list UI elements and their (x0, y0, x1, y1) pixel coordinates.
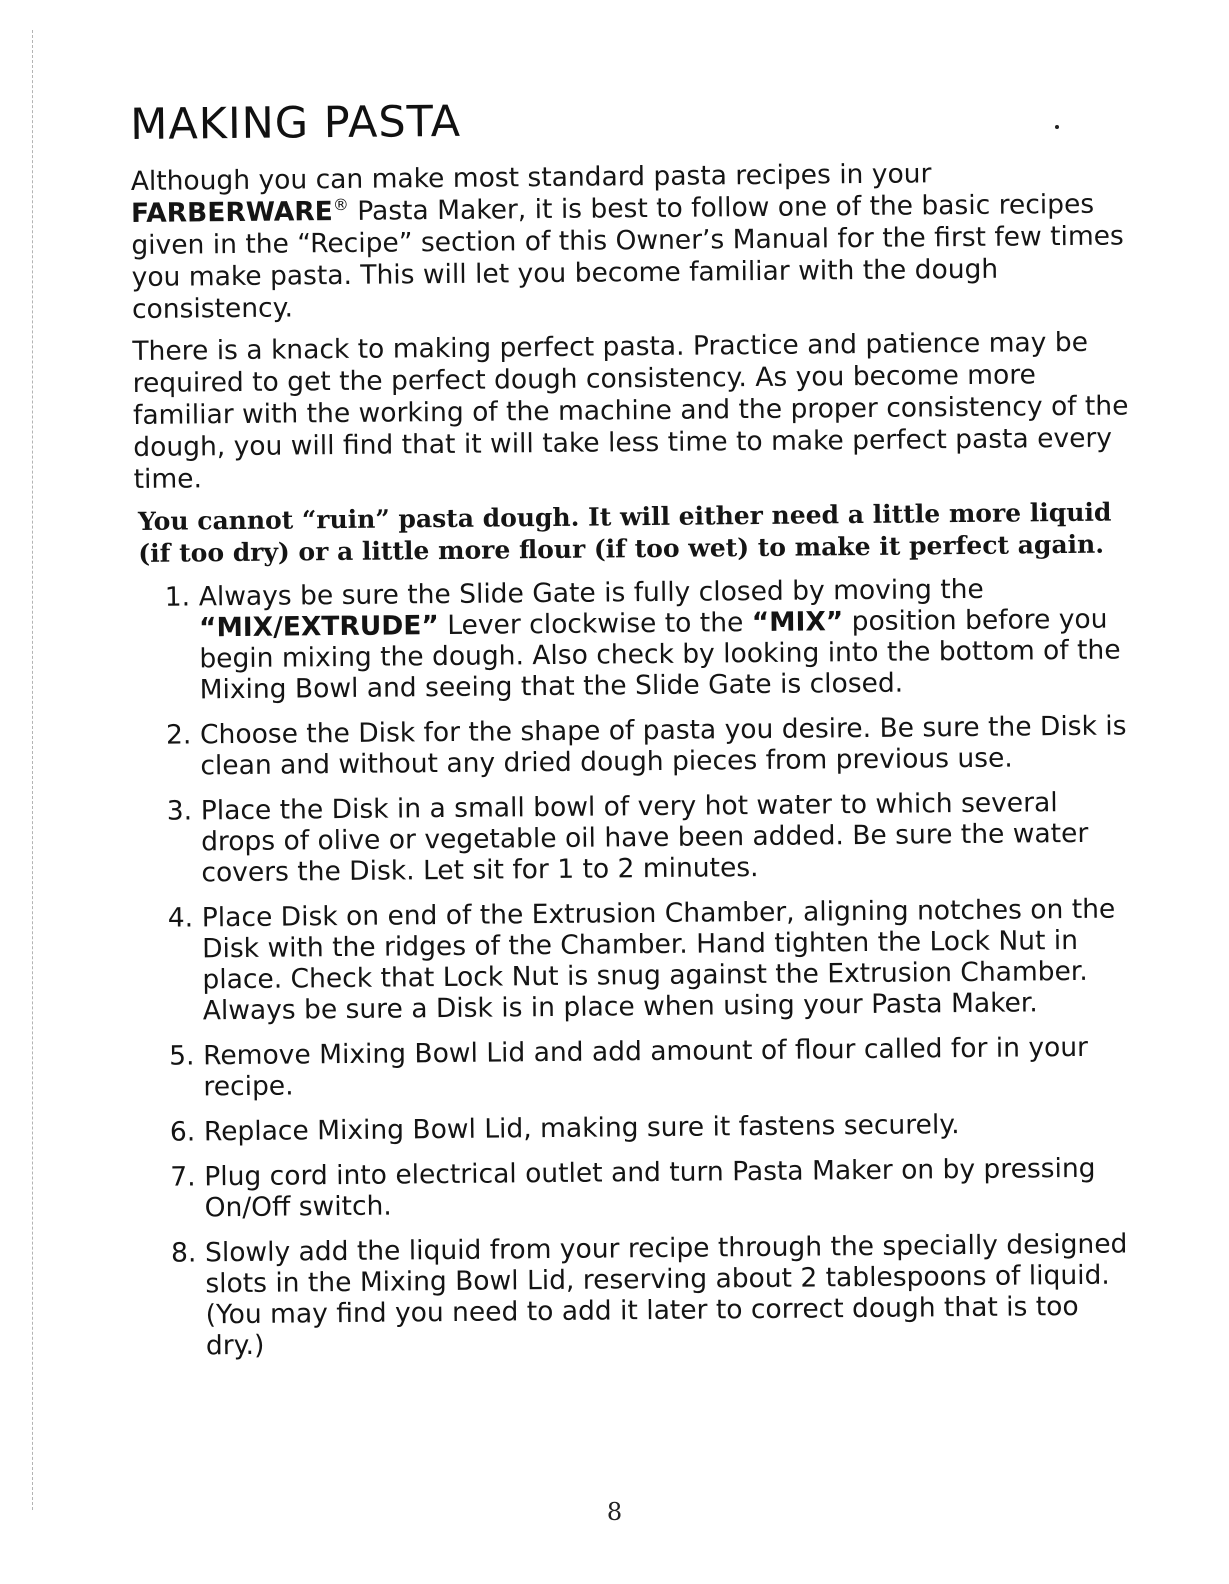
step-text-part: Lever clockwise to the (438, 607, 752, 642)
step-text: Replace Mixing Bowl Lid, making sure it fastens securely. (203, 1109, 960, 1148)
scan-margin-line (32, 30, 33, 1510)
step-number: 5. (169, 1040, 195, 1072)
step-item (140, 1107, 1140, 1148)
step-item (135, 572, 1136, 706)
step-number: 6. (169, 1116, 196, 1148)
step-number: 3. (166, 795, 193, 827)
mix-extrude-label: “MIX/EXTRUDE” (198, 610, 440, 644)
intro-text-end: Pasta Maker, it is best to follow one of the basic recipes given in the “Recipe” section of this Owner’s Manual for the first few times you make pasta. This will let you become familiar with the dough consistency. (131, 188, 1124, 325)
step-item (140, 1152, 1141, 1224)
brand-name: FARBERWARE (130, 196, 333, 229)
step-text-part: position before you begin mixing the dough. Also check by looking into the bottom of the Mixing Bowl and seeing that the Slide Gate is closed. (199, 603, 1121, 706)
step-item (139, 1031, 1140, 1103)
step-item (138, 893, 1139, 1027)
intro-text-start: Although you can make most standard pasta recipes in your (130, 158, 932, 197)
step-number: 2. (165, 719, 192, 751)
step-number: 1. (164, 581, 191, 613)
page-number: 8 (606, 1498, 623, 1526)
manual-page (130, 90, 1142, 1376)
step-text: Remove Mixing Bowl Lid and add amount of flour called for in your recipe. (203, 1031, 1089, 1103)
page-title: MAKING PASTA (130, 96, 462, 150)
knack-paragraph: There is a knack to making perfect pasta. Practice and patience may be required to get the perfect dough consistency. As you become more familiar with the working of the machine and the proper consistency of the dough, you will find that it will take less time to make perfect pasta every time. (132, 326, 1129, 495)
step-item (137, 786, 1138, 889)
registered-mark: ® (332, 195, 349, 215)
step-text: Place Disk on end of the Extrusion Chamber, aligning notches on the Disk with the ridges of the Chamber. Hand tighten the Lock Nut in place. Check that Lock Nut is snug against the Extrusion Chamber. Always be sure a Disk is in place when using your Pasta Maker. (201, 893, 1116, 1027)
steps-list (135, 572, 1142, 1362)
step-text (199, 574, 1121, 706)
mix-label: “MIX” (751, 606, 844, 639)
step-number: 4. (167, 902, 194, 934)
step-text: Choose the Disk for the shape of pasta you desire. Be sure the Disk is clean and without any dried dough pieces from previous use. (199, 710, 1127, 782)
step-number: 7. (170, 1161, 196, 1193)
step-number: 8. (170, 1237, 197, 1269)
step-text: Slowly add the liquid from your recipe through the specially designed slots in the Mixing Bowl Lid, reserving about 2 tablespoons of liquid. (You may find you need to add it later to correct dough that is too dry.) (204, 1228, 1128, 1362)
step-item (141, 1228, 1142, 1362)
intro-paragraph (131, 156, 1132, 326)
step-text: Place the Disk in a small bowl of very hot water to which several drops of olive or vegetable oil have been added. Be sure the water covers the Disk. Let sit for 1 to 2 minutes. (200, 787, 1089, 889)
step-item (136, 710, 1137, 782)
step-text: Plug cord into electrical outlet and turn Pasta Maker on by pressing On/Off switch. (204, 1152, 1096, 1224)
emphasis-paragraph: You cannot “ruin” pasta dough. It will either need a little more liquid (if too dry) or a little more flour (if too wet) to make it perfect again. (137, 497, 1112, 568)
step-text-part: Always be sure the Slide Gate is fully closed by moving the (198, 573, 984, 613)
